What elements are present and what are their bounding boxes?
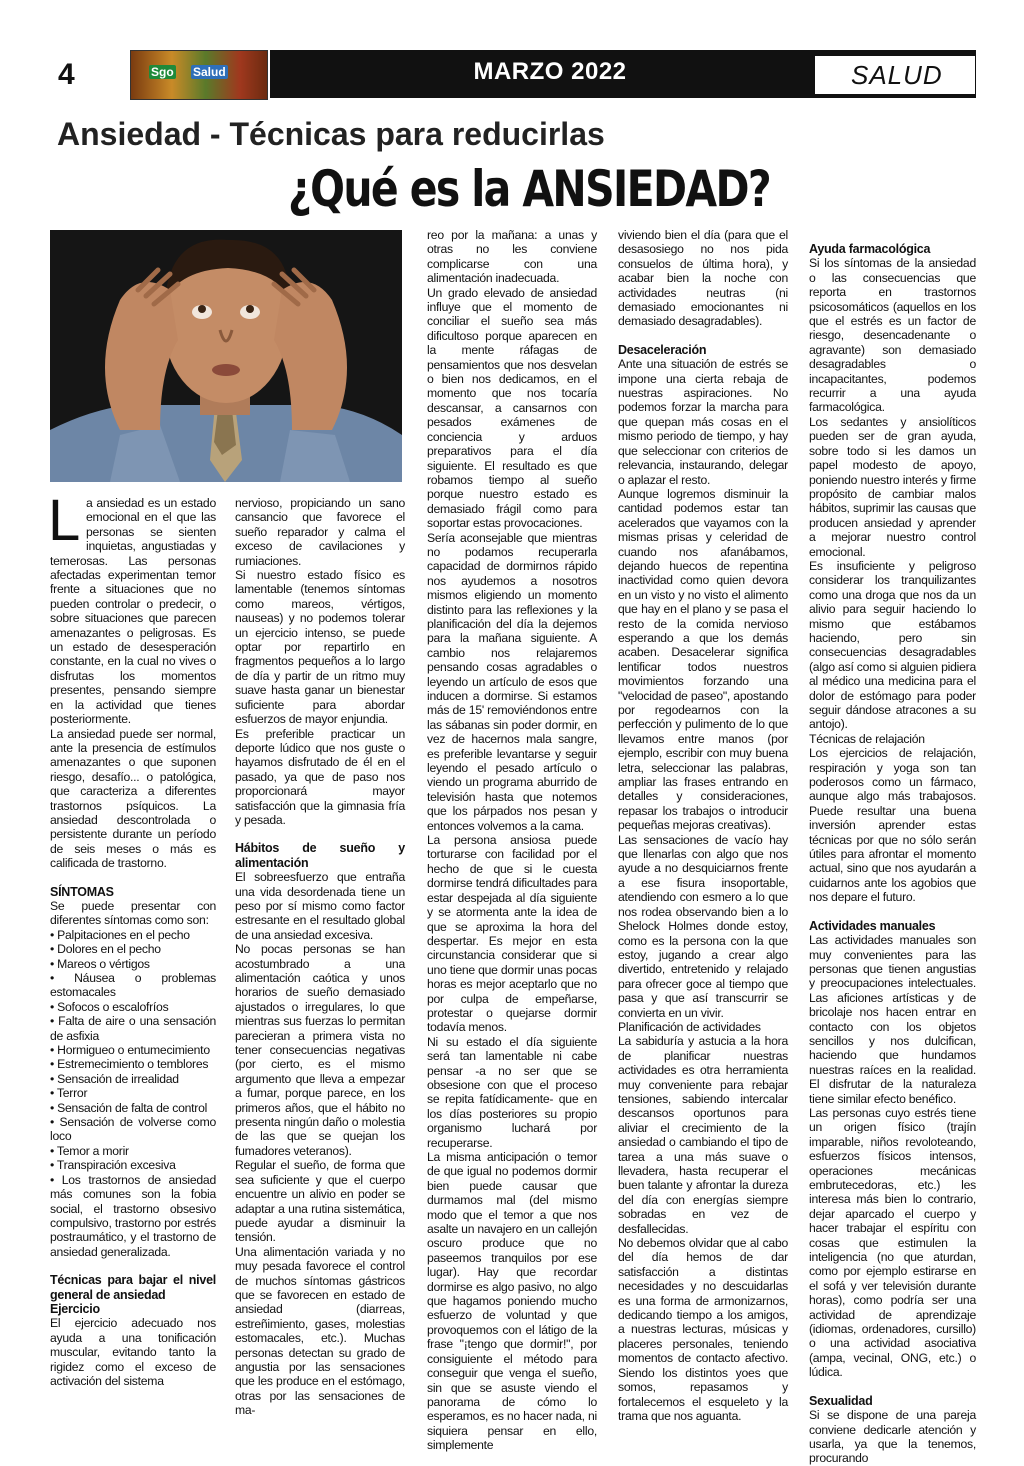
paragraph: • Sensación de volverse como loco <box>50 1115 216 1144</box>
paragraph-spacer <box>50 871 216 885</box>
paragraph: Planificación de actividades <box>618 1019 761 1034</box>
section-heading: Ejercicio <box>50 1301 100 1316</box>
paragraph: El sobreesfuerzo que entraña una vida desordenada tiene un peso por sí mismo como factor estresante en el resultado global de una ansiedad excesiva. <box>235 870 405 942</box>
page-header <box>50 48 976 100</box>
paragraph: • Falta de aire o una sensación de asfixia <box>50 1014 216 1043</box>
paragraph: Si los síntomas de la ansiedad o las consecuencias que reporta en trastornos psicosomáticos (aquellos en los que el estrés es un factor de riesgo, desencadenante o agravante) son demasiado desagradables o incapacitantes, podemos recurrir a una ayuda farmacológica. <box>809 256 976 415</box>
paragraph-spacer <box>618 329 788 343</box>
section-heading: Hábitos de sueño y alimentación <box>235 841 405 870</box>
anxious-man-illustration <box>50 230 402 482</box>
paragraph: Si se dispone de una pareja conviene dedicarle atención y usarla, ya que la tenemos, procurando <box>809 1408 976 1466</box>
paragraph: Los ejercicios de relajación, respiración y yoga son tan poderosos como un fármaco, aunque algo más trabajosos. Puede resultar una buena inversión aprender estas técnicas por que no sólo serán útiles para afrontar el momento actual, sino que nos ayudarán a cuidarnos ante los agobios que nos depare el futuro. <box>809 746 976 905</box>
paragraph: • Sensación de falta de control <box>50 1100 208 1115</box>
paragraph: Es preferible practicar un deporte lúdico que nos guste o hayamos disfrutado de él en el pasado, ya que de paso nos proporcionará mayor satisfacción que la gimnasia fría y pesada. <box>235 726 405 827</box>
article-column-1a <box>48 488 216 1388</box>
paragraph: • Estremecimiento o temblores <box>50 1057 209 1072</box>
paragraph: • Mareos o vértigos <box>50 956 150 971</box>
logo-text-left: Sgo <box>151 65 174 79</box>
paragraph: Es insuficiente y peligroso considerar los tranquilizantes como una droga que nos da un alivio para seguir haciendo lo mismo que estábamos haciendo, pero sin consecuencias desagradables (algo así como si alguien pidiera al médico una medicina para el dolor de estómago para poder seguir dándose atracones a su antojo). <box>809 558 976 732</box>
article-column-4 <box>809 242 976 1466</box>
paragraph: Ante una situación de estrés se impone una cierta rebaja de nuestras aspiraciones. No podemos forzar la marcha para que quepan más cosas en el mismo periodo de tiempo, y hay que seleccionar con criterios de relevancia, instaurando, delegar o aplazar el resto. <box>618 357 788 487</box>
paragraph-spacer <box>50 1259 216 1273</box>
paragraph: • Temor a morir <box>50 1143 129 1158</box>
paragraph: No pocas personas se han acostumbrado a una alimentación caótica y unos horarios de sueño demasiado ajustados o irregulares, lo que mientras sus fuerzas lo permitan parecieran a primera vista no tener consecuencias negativas (por cierto, es el mismo argumento que lleva a empezar a fumar, porque parece, en los primeros años, que el hábito no presenta ningún daño o molestia de las que se quejan los fumadores veteranos). <box>235 942 405 1158</box>
paragraph: Regular el sueño, de forma que sea suficiente y que el cuerpo encuentre un alivio en poder se adaptar a una rutina sistemática, puede ayudar a disminuir la tensión. <box>235 1158 405 1245</box>
paragraph: • Dolores en el pecho <box>50 942 161 957</box>
paragraph: El ejercicio adecuado nos ayuda a una tonificación muscular, evitando tanto la rigidez como el exceso de activación del sistema <box>50 1316 216 1388</box>
paragraph: • Hormigueo o entumecimiento <box>50 1043 210 1058</box>
paragraph: Las sensaciones de vacío hay que llenarlas con algo que nos ayude a no desquiciarnos frente a ese fisura insoportable, atendiendo con esmero a lo que nos rodea observando bien a lo Shelock Holmes donde estoy, como es la persona con la que estoy, jugando a crear algo divertido, entretenido y relajado para ofrecer goce al tiempo que pasa y que así transcurrir se convierta en un vivir. <box>618 832 788 1020</box>
paragraph: Las personas cuyo estrés tiene un origen físico (trajín imparable, niños revoloteando, esfuerzos físicos intensos, operaciones mecánicas embrutecedoras, etc.) les interesa más bien lo contrario, dejar aparcado el cuerpo y hacer trabajar el espíritu con cosas que estimulen la inteligencia (no que aturdan, como por ejemplo estirarse en el sofá y ver televisión durante horas), como podría ser una actividad de aprendizaje (idiomas, ordenadores, cursillo) o una actividad asociativa (ampa, vecinal, ONG, etc.) o lúdica. <box>809 1105 976 1380</box>
paragraph: La ansiedad es un estado emocional en el que las personas se sienten inquietas, angustiadas y temerosas. Las personas afectadas experimentan temor frente a situaciones que no pueden controlar o predecir, o sobre situaciones que parecen amenazantes o peligrosas. Es un estado de desesperación constante, en la cual no vives o disfrutas los momentos presentes, pensando siempre en la actividad que tienes posteriormente. <box>48 488 216 727</box>
anxious-man-photo <box>50 230 402 482</box>
paragraph: • Terror <box>50 1086 88 1101</box>
paragraph: reo por la mañana: a unas y otras no les conviene complicarse con una alimentación inadecuada. <box>427 228 597 286</box>
section-heading: Técnicas para bajar el nivel general de ansiedad <box>50 1273 216 1302</box>
issue-date: MARZO 2022 <box>473 58 627 85</box>
article-column-1b <box>235 496 405 1418</box>
paragraph: viviendo bien el día (para que el desasosiego no nos pida consuelos de última hora), y acabar bien la noche con actividades neutras (ni demasiado emocionantes ni demasiado desagradables). <box>618 228 788 329</box>
paragraph: La persona ansiosa puede torturarse con facilidad por el hecho de que si le cuesta dormirse tendrá dificultades para estar despejada al día siguiente y se atormenta ante la idea de que se aproxima la hora del despertar. Es mejor en esta circunstancia considerar que si uno tiene que dormir unas pocas horas es mejor aceptarlo que no por culpa de empeñarse, protestar o quejarse dormir todavía menos. <box>427 833 597 1035</box>
section-heading: Sexualidad <box>809 1393 873 1408</box>
paragraph: Una alimentación variada y no muy pesada favorece el control de muchos síntomas gástricos que se favorecen en estado de ansiedad (diarreas, estreñimiento, gases, molestias estomacales, etc.). Muchas personas detectan su grado de angustia por las sensaciones que les produce en el estómago, otras por las sensaciones de ma- <box>235 1244 405 1418</box>
section-heading: Ayuda farmacológica <box>809 242 931 256</box>
paragraph: • Transpiración excesiva <box>50 1158 176 1173</box>
paragraph: • Sofocos o escalofríos <box>50 999 169 1014</box>
article-column-3 <box>618 228 788 1423</box>
section-label: SALUD <box>851 60 943 90</box>
section-heading: Actividades manuales <box>809 918 936 933</box>
article-column-2 <box>427 228 597 1453</box>
paragraph: Las actividades manuales son muy convenientes para las personas que tienen angustias y preocupaciones intelectuales. Las aficiones artísticas y de bricolaje nos hacen entrar en contacto con los objetos sencillos y nos dulcifican, haciendo que hundamos nuestras raíces en la realidad. El disfrutar de la naturaleza tiene similar efecto benéfico. <box>809 933 976 1106</box>
article-kicker: Ansiedad - Técnicas para reducirlas <box>57 116 605 152</box>
section-heading: Desaceleración <box>618 342 707 357</box>
logo-text-right: Salud <box>193 65 226 79</box>
paragraph: Un grado elevado de ansiedad influye que el momento de conciliar el sueño sea más dificultoso porque aparecen en la mente ráfagas de pensamientos que nos desvelan o bien nos dedicamos, en el momento que nos tocaría descansar, a cansarnos con pesados exámenes de conciencia y arduos preparativos para el día siguiente. El resultado es que robamos tiempo al sueño porque nuestro estado es demasiado frágil como para soportar estas provocaciones. <box>427 285 597 531</box>
paragraph: No debemos olvidar que al cabo del día hemos de dar satisfacción a distintas necesidades y no descuidarlas es una forma de armonizarnos, dedicando tiempo a los amigos, a nuestras lecturas, músicas y placeres personales, teniendo momentos de contacto afectivo. Siendo los distintos yoes que somos, repasamos y fortalecemos el esqueleto y la trama que nos aguanta. <box>618 1236 788 1423</box>
paragraph: La misma anticipación o temor de que igual no podemos dormir bien puede causar que durmamos mal (del mismo modo que el temor a que nos asalte un navajero en un callejón oscuro produce que no paseemos tranquilos por ese lugar). Hay que recordar dormirse es algo pasivo, no algo que hagamos poniendo mucho esfuerzo de voluntad y que provoquemos con el látigo de la frase "¡tengo que dormir!", por consiguiente el método para conseguir que venga el sueño, sin que se asuste viendo el panorama de cómo lo esperamos, es no hacer nada, ni siquiera pensar en ello, simplemente <box>427 1150 597 1453</box>
paragraph: Aunque logremos disminuir la cantidad podemos estar tan acelerados que vayamos con la mismas prisas y celeridad de cuando nos afanábamos, dejando huecos de repentina inactividad como quien devora en un visto y no visto el alimento que hay en el plano y se pasa el resto de la comida nervioso esperando a que los demás acaben. Desacelerar significa lentificar todos nuestros movimientos forzando una "velocidad de paseo", apostando por regodearnos con la perfección y pulimento de lo que llevamos entre manos (por ejemplo, escribir con muy buena letra, seleccionar las palabras, ampliar las frases entrando en detalles y consideraciones, repasar los trabajos o introducir pequeñas mejoras creativas). <box>618 486 788 833</box>
paragraph: Si nuestro estado físico es lamentable (tenemos síntomas como mareos, vértigos, nauseas) y no podemos tolerar un ejercicio intenso, se puede optar por repartirlo en fragmentos pequeños a lo largo de día y partir de un ritmo muy suave hasta ganar un bienestar suficiente para abordar esfuerzos de mayor enjundia. <box>235 568 405 727</box>
paragraph: nervioso, propiciando un sano cansancio que favorece el sueño reparador y calma el exceso de cavilaciones y rumiaciones. <box>235 496 405 568</box>
article-headline: ¿Qué es la ANSIEDAD? <box>288 160 771 218</box>
page-number: 4 <box>58 58 75 91</box>
header-bar <box>270 50 976 98</box>
paragraph: • Sensación de irrealidad <box>50 1071 179 1086</box>
paragraph: • Los trastornos de ansiedad más comunes son la fobia social, el trastorno obsesivo compulsivo, trastorno por estrés postraumático, y el trastorno de ansiedad generalizada. <box>50 1172 216 1259</box>
paragraph: Ni su estado el día siguiente será tan lamentable ni cabe pensar -a no ser que se obsesione con que el proceso se repita fatídicamente- que en los días posteriores su propio organismo luchará por recuperarse. <box>427 1034 597 1150</box>
paragraph-spacer <box>809 905 976 919</box>
paragraph: Sería aconsejable que mientras no podamos recuperarla capacidad de dormirnos rápido nos ayudemos a nosotros mismos eligiendo un momento distinto para las reflexiones y la planificación del día la dejemos para la mañana siguiente. A cambio nos relajaremos pensando cosas agradables o leyendo un artículo de esos que inducen a dormirse. Si estamos más de 15' removiéndonos entre las sábanas sin poder dormir, en vez de hacernos mala sangre, es preferible levantarse y seguir leyendo el pesado artículo o viendo un programa aburrido de televisión hasta que notemos que los párpados nos pesan y entonces volvemos a la cama. <box>427 530 597 833</box>
sgo-salud-logo <box>130 50 268 100</box>
paragraph: • Náusea o problemas estomacales <box>50 971 216 1000</box>
paragraph-spacer <box>809 1380 976 1394</box>
section-label-box <box>814 55 976 95</box>
section-heading: SÍNTOMAS <box>50 884 114 899</box>
paragraph: Los sedantes y ansiolíticos pueden ser de gran ayuda, sobre todo si les damos un papel modesto de apoyo, poniendo nuestro interés y firme propósito de cambiar malos hábitos, suprimir las causas que producen ansiedad y aprender a mejorar nuestro control emocional. <box>809 414 976 559</box>
drop-cap: L <box>48 488 81 553</box>
paragraph: La sabiduría y astucia a la hora de planificar nuestras actividades es otra herramienta muy conveniente para rebajar tensiones, sabiendo intercalar descansos oportunos para aliviar el crecimiento de la ansiedad o cambiando el tipo de tarea a una más suave o llevadera, hasta recuperar el buen talante y afrontar la dureza del día con energías siempre sobradas en vez de desfallecidas. <box>618 1034 788 1236</box>
paragraph: La ansiedad puede ser normal, ante la presencia de estímulos amenazantes o que suponen riesgo, desafío... o patológica, que caracteriza a diferentes trastornos psíquicos. La ansiedad descontrolada o persistente durante un período de seis meses o más es calificada de trastorno. <box>50 726 216 871</box>
paragraph: • Palpitaciones en el pecho <box>50 927 190 942</box>
paragraph: Se puede presentar con diferentes síntomas como son: <box>50 898 216 928</box>
paragraph: Técnicas de relajación <box>809 731 925 746</box>
paragraph-spacer <box>235 827 405 841</box>
